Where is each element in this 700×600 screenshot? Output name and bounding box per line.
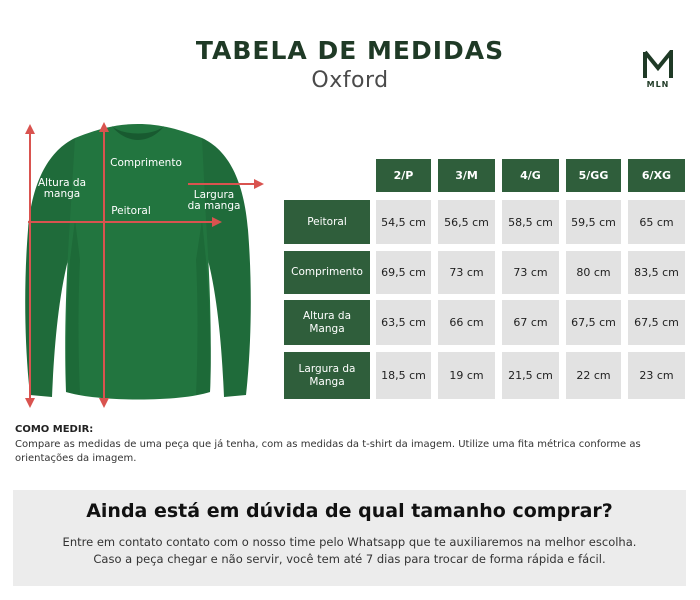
banner-text (13, 534, 686, 568)
how-to-text: Compare as medidas de uma peça que já tenha, com as medidas da t-shirt da imagem. Utilize uma fita métrica conforme as orientações da imagem. (15, 439, 641, 464)
size-header-gg: 5/GG (566, 159, 621, 192)
table-cell: 73 cm (502, 251, 559, 294)
row-label-peitoral: Peitoral (284, 200, 370, 244)
banner-line-2: Caso a peça chegar e não servir, você tem até 7 dias para trocar de forma rápida e fácil. (93, 552, 606, 566)
row-label-altura-manga: Altura da Manga (284, 300, 370, 345)
table-cell: 83,5 cm (628, 251, 685, 294)
banner-line-1: Entre em contato contato com o nosso time pelo Whatsapp que te auxiliaremos na melhor escolha. (62, 535, 637, 549)
table-cell: 56,5 cm (438, 200, 495, 244)
how-to-title: COMO MEDIR: (15, 424, 94, 435)
size-header-g: 4/G (502, 159, 559, 192)
label-comprimento: Comprimento (110, 157, 182, 169)
table-cell: 54,5 cm (376, 200, 431, 244)
help-banner (13, 490, 686, 586)
shirt-drawing (0, 110, 280, 410)
table-cell: 67,5 cm (566, 300, 621, 345)
table-cell: 59,5 cm (566, 200, 621, 244)
table-cell: 66 cm (438, 300, 495, 345)
table-cell: 58,5 cm (502, 200, 559, 244)
label-largura-manga: Largura da manga (187, 189, 241, 212)
table-cell: 22 cm (566, 352, 621, 399)
shirt-illustration (0, 110, 280, 410)
table-cell: 18,5 cm (376, 352, 431, 399)
size-header-p: 2/P (376, 159, 431, 192)
table-cell: 23 cm (628, 352, 685, 399)
row-label-comprimento: Comprimento (284, 251, 370, 294)
size-header-m: 3/M (438, 159, 495, 192)
banner-title: Ainda está em dúvida de qual tamanho comprar? (86, 500, 613, 522)
row-label-largura-manga: Largura da Manga (284, 352, 370, 399)
label-peitoral: Peitoral (111, 205, 151, 217)
brand-logo-letters: MLN (646, 80, 670, 89)
table-cell: 69,5 cm (376, 251, 431, 294)
label-altura-manga: Altura da manga (37, 177, 87, 200)
table-cell: 65 cm (628, 200, 685, 244)
table-cell: 67,5 cm (628, 300, 685, 345)
page-title: TABELA DE MEDIDAS (195, 36, 505, 65)
table-cell: 63,5 cm (376, 300, 431, 345)
table-cell: 80 cm (566, 251, 621, 294)
table-cell: 19 cm (438, 352, 495, 399)
table-cell: 73 cm (438, 251, 495, 294)
size-header-xg: 6/XG (628, 159, 685, 192)
table-cell: 21,5 cm (502, 352, 559, 399)
table-cell: 67 cm (502, 300, 559, 345)
page-subtitle: Oxford (311, 68, 389, 93)
